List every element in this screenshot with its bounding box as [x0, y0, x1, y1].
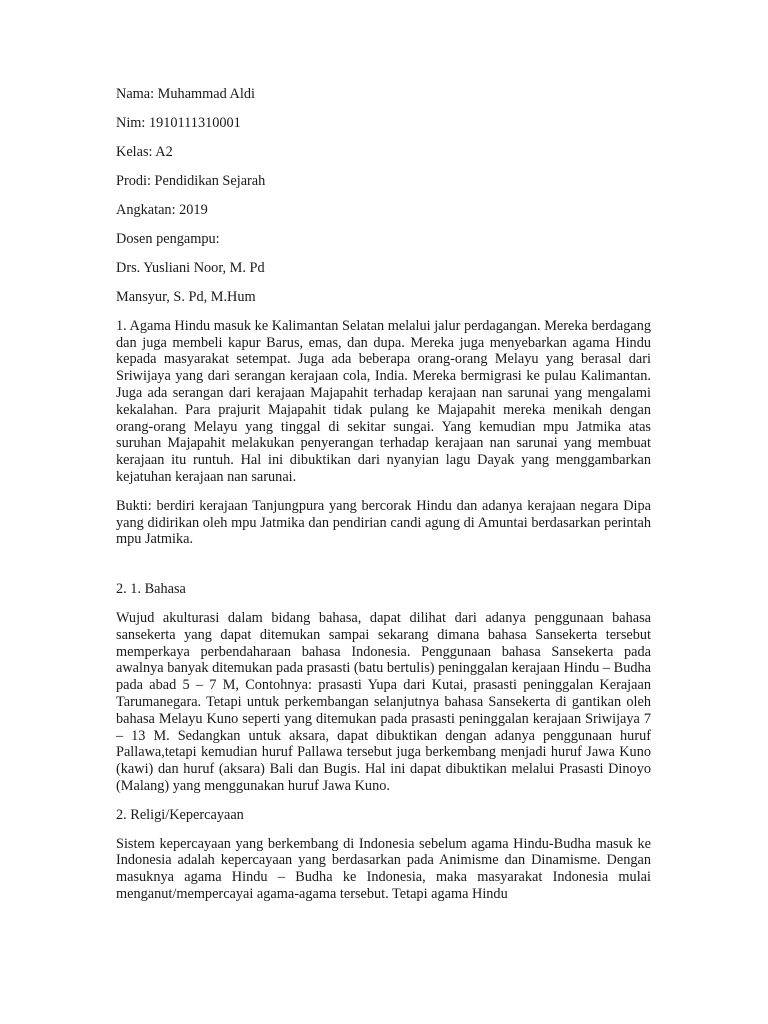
student-name: Nama: Muhammad Aldi	[116, 86, 255, 102]
section-1-paragraph: 1. Agama Hindu masuk ke Kalimantan Selatan melalui jalur perdagangan. Mereka berdagang dan juga membeli kapur Barus, emas, dan dupa. Mereka juga menyebarkan agama Hindu kepada masyarakat setempat. Juga ada beberapa orang-orang Melayu yang berasal dari Sriwijaya yang dari serangan kerajaan cola, India. Mereka bermigrasi ke pulau Kalimantan. Juga ada serangan dari kerajaan Majapahit terhadap kerajaan nan sarunai yang mengalami kekalahan. Para prajurit Majapahit tidak pulang ke Majapahit mereka menikah dengan orang-orang Melayu yang tinggal di sekitar sungai. Yang kemudian mpu Jatmika atas suruhan Majapahit melakukan penyerangan terhadap kerajaan nan sarunai yang membuat kerajaan itu runtuh. Hal ini dibuktikan dari nyanyian lagu Dayak yang menggambarkan kejatuhan kerajaan nan sarunai.	[116, 317, 651, 486]
section-2-language-paragraph: Wujud akulturasi dalam bidang bahasa, dapat dilihat dari adanya penggunaan bahasa sansekerta yang dapat ditemukan sampai sekarang dimana bahasa Sansekerta tersebut memperkaya perbendaharaan bahasa Indonesia. Penggunaan bahasa Sansekerta pada awalnya banyak ditemukan pada prasasti (batu bertulis) peninggalan kerajaan Hindu – Budha pada abad 5 – 7 M, Contohnya: prasasti Yupa dari Kutai, prasasti peninggalan Kerajaan Tarumanegara. Tetapi untuk perkembangan selanjutnya bahasa Sansekerta di gantikan oleh bahasa Melayu Kuno seperti yang ditemukan pada prasasti peninggalan kerajaan Sriwijaya 7 – 13 M. Sedangkan untuk aksara, dapat dibuktikan dengan adanya penggunaan huruf Pallawa,tetapi kemudian huruf Pallawa tersebut juga berkembang menjadi huruf Jawa Kuno (kawi) dan huruf (aksara) Bali dan Bugis. Hal ini dapat dibuktikan melalui Prasasti Dinoyo (Malang) yang menggunakan huruf Jawa Kuno.	[116, 610, 651, 794]
section-2-heading-religion: 2. Religi/Kepercayaan	[116, 806, 244, 823]
document-body	[116, 86, 651, 915]
student-class: Kelas: A2	[116, 143, 173, 160]
section-2-religion-paragraph: Sistem kepercayaan yang berkembang di Indonesia sebelum agama Hindu-Budha masuk ke Indonesia adalah kepercayaan yang berdasarkan pada Animisme dan Dinamisme. Dengan masuknya agama Hindu – Budha ke Indonesia, maka masyarakat Indonesia mulai menganut/mempercayai agama-agama tersebut. Tetapi agama Hindu	[116, 835, 651, 902]
blank-line	[116, 560, 651, 581]
study-program: Prodi: Pendidikan Sejarah	[116, 172, 266, 189]
lecturer-2: Mansyur, S. Pd, M.Hum	[116, 288, 256, 305]
enrollment-year: Angkatan: 2019	[116, 201, 208, 218]
lecturer-1: Drs. Yusliani Noor, M. Pd	[116, 259, 265, 276]
student-nim: Nim: 1910111310001	[116, 114, 241, 131]
section-1-evidence: Bukti: berdiri kerajaan Tanjungpura yang bercorak Hindu dan adanya kerajaan negara Dipa yang didirikan oleh mpu Jatmika dan pendirian candi agung di Amuntai berdasarkan perintah mpu Jatmika.	[116, 497, 651, 548]
section-2-heading-language: 2. 1. Bahasa	[116, 581, 186, 598]
lecturer-label: Dosen pengampu:	[116, 230, 220, 247]
